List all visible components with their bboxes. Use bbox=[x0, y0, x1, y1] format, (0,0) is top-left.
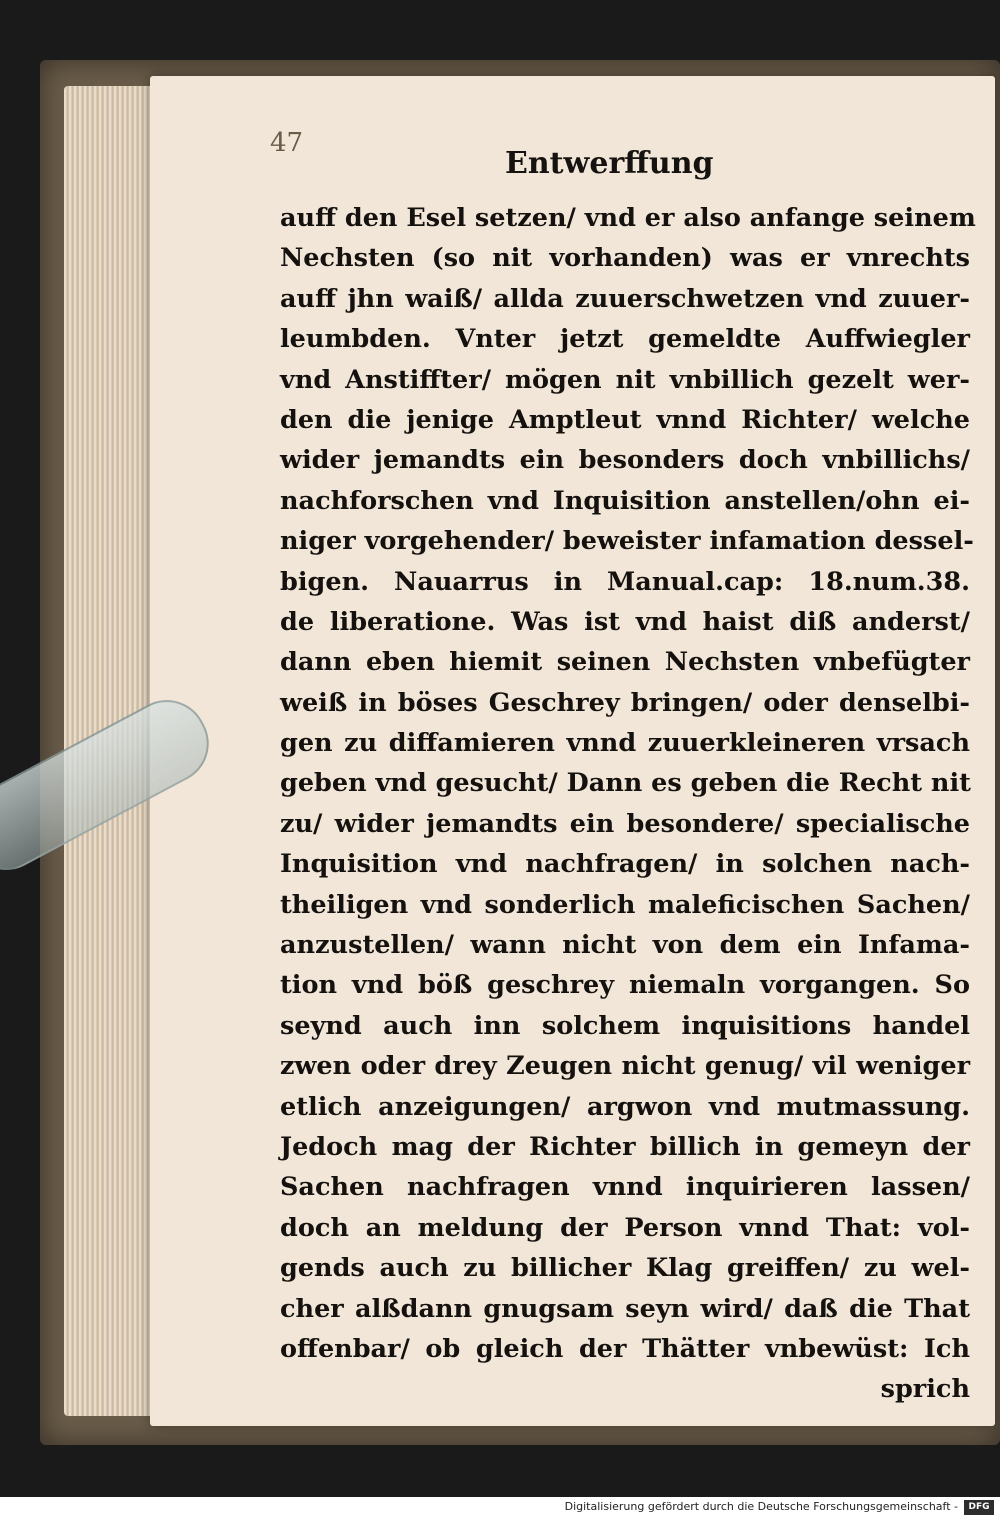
text-line: vnd Anstiffter/ mögen nit vnbillich gezelt wer- bbox=[280, 364, 970, 395]
text-line: theiligen vnd sonderlich maleficischen Sachen/ bbox=[280, 889, 970, 920]
text-line: seynd auch inn solchem inquisitions handel bbox=[280, 1010, 970, 1041]
text-line: niger vorgehender/ beweister infamation dessel- bbox=[280, 526, 974, 557]
text-line: zwen oder drey Zeugen nicht genug/ vil weniger bbox=[280, 1051, 970, 1082]
text-line: etlich anzeigungen/ argwon vnd mutmassung. bbox=[280, 1091, 970, 1122]
text-line: gen zu diffamieren vnnd zuuerkleineren vrsach bbox=[280, 728, 970, 759]
text-line: nachforschen vnd Inquisition anstellen/ohn ei- bbox=[280, 485, 970, 516]
text-line: gends auch zu billicher Klag greiffen/ zu wel- bbox=[280, 1253, 970, 1284]
text-line: Nechsten (so nit vorhanden) was er vnrechts bbox=[280, 243, 970, 274]
text-line: leumbden. Vnter jetzt gemeldte Auffwiegler bbox=[280, 324, 970, 355]
text-line: offenbar/ ob gleich der Thätter vnbewüst: Ich bbox=[280, 1333, 970, 1364]
text-line: de liberatione. Was ist vnd haist diß anderst/ bbox=[280, 606, 970, 637]
text-line: wider jemandts ein besonders doch vnbillichs/ bbox=[280, 445, 970, 476]
text-line: anzustellen/ wann nicht von dem ein Infama- bbox=[280, 930, 970, 961]
running-head: Entwerffung bbox=[505, 146, 714, 181]
text-line: den die jenige Amptleut vnnd Richter/ welche bbox=[280, 404, 970, 435]
text-line: bigen. Nauarrus in Manual.cap: 18.num.38. bbox=[280, 566, 970, 597]
book-page bbox=[150, 76, 995, 1426]
text-line: cher alßdann gnugsam seyn wird/ daß die That bbox=[280, 1293, 970, 1324]
dfg-logo-icon: DFG bbox=[964, 1500, 994, 1515]
text-line: doch an meldung der Person vnnd That: vol- bbox=[280, 1212, 970, 1243]
text-line: dann eben hiemit seinen Nechsten vnbefügter bbox=[280, 647, 970, 678]
text-line: geben vnd gesucht/ Dann es geben die Recht nit bbox=[280, 768, 971, 799]
text-line: Inquisition vnd nachfragen/ in solchen nach- bbox=[280, 849, 970, 880]
catchword: sprich bbox=[880, 1374, 970, 1405]
text-line: Sachen nachfragen vnnd inquirieren lassen/ bbox=[280, 1172, 970, 1203]
footer-bar bbox=[0, 1497, 1000, 1519]
text-block bbox=[280, 198, 976, 1410]
text-line: zu/ wider jemandts ein besondere/ specialische bbox=[280, 808, 970, 839]
text-line: weiß in böses Geschrey bringen/ oder denselbi- bbox=[280, 687, 970, 718]
text-line: Jedoch mag der Richter billich in gemeyn der bbox=[280, 1131, 970, 1162]
folio-number: 47 bbox=[270, 128, 304, 158]
text-line: tion vnd böß geschrey niemaln vorgangen. So bbox=[280, 970, 970, 1001]
footer-credit: Digitalisierung gefördert durch die Deutsche Forschungsgemeinschaft - bbox=[564, 1500, 958, 1513]
text-line: auff jhn waiß/ allda zuuerschwetzen vnd zuuer- bbox=[280, 283, 970, 314]
text-line: auff den Esel setzen/ vnd er also anfange seinem bbox=[280, 203, 976, 233]
